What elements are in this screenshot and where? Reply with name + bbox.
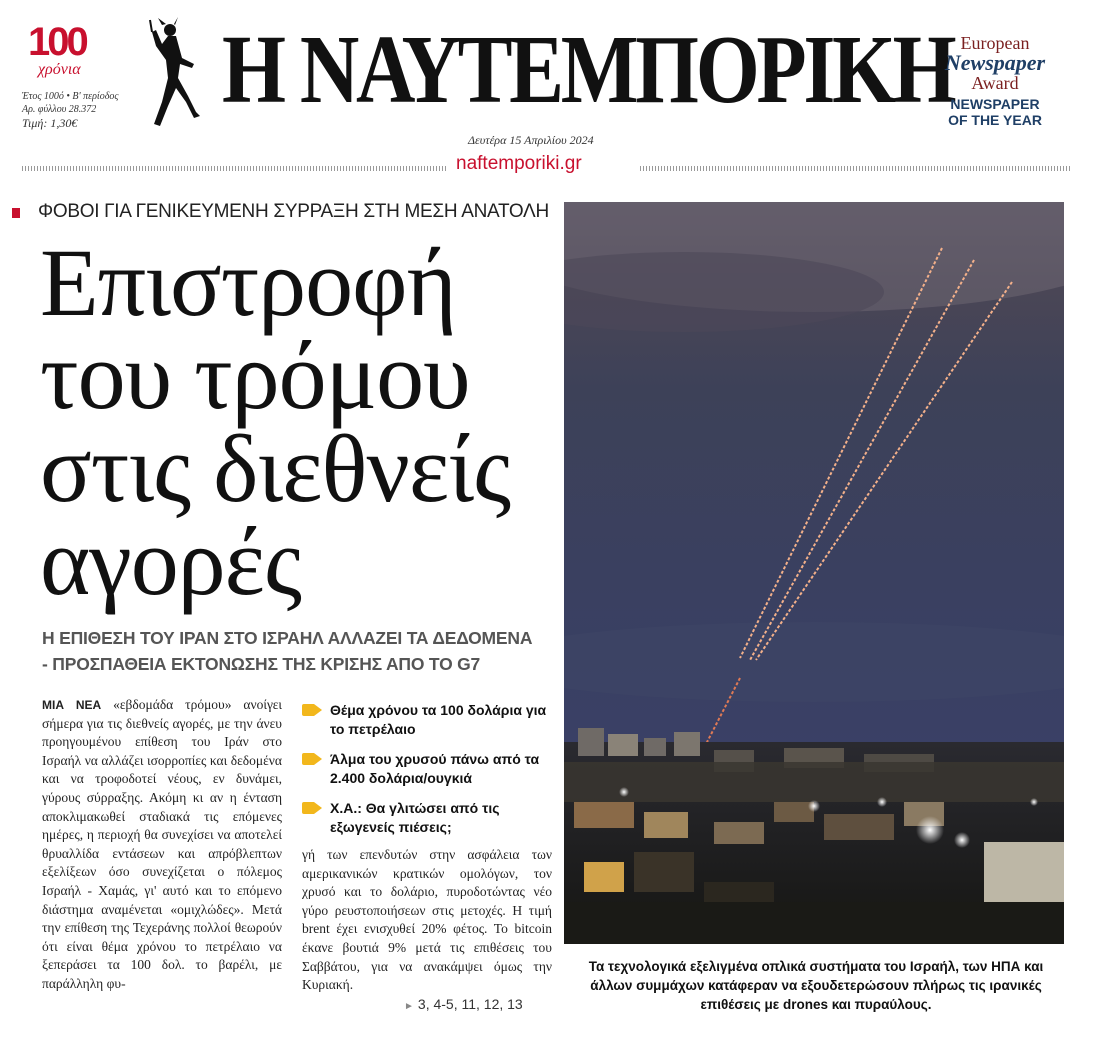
missile-interception-photo: [564, 202, 1064, 944]
highlight-text: Θέμα χρόνου τα 100 δολάρια για το πετρέλαιο: [330, 702, 547, 737]
price: Τιμή: 1,30€: [22, 116, 78, 130]
issue-date: Δευτέρα 15 Απριλίου 2024: [468, 133, 594, 147]
article-headline: [40, 229, 560, 615]
hermes-figure-logo: [148, 16, 208, 132]
headline-line: του τρόμου: [40, 322, 470, 429]
highlight-text: Χ.Α.: Θα γλιτώσει από τις εξωγενείς πιέσεις;: [330, 800, 500, 835]
website-link[interactable]: naftemporiki.gr: [456, 153, 582, 174]
highlight-item: [302, 750, 552, 788]
newspaper-award: [920, 34, 1070, 128]
divider: [640, 166, 1072, 171]
issue-info: [22, 90, 152, 116]
kicker-marker: [12, 208, 20, 218]
article-body-column-2: γή των επενδυτών στην ασφάλεια των αμερικανικών κρατικών ομολόγων, τον χρυσό και το δολάριο, πυροδοτώντας νέο γύρο ρευστοποιήσεων στις μετοχές. Η τιμή brent έχει ενισχυθεί 20% φέτος. Το bitcoin έκανε βουτιά 9% μετά τις επιθέσεις του Σαββάτου, για να ανακάμψει όμως την Κυριακή.: [302, 847, 552, 993]
headline-line: αγορές: [40, 508, 301, 615]
arrow-bullet-icon: [302, 704, 322, 716]
page-reference-list: 3, 4-5, 11, 12, 13: [417, 996, 523, 1012]
newspaper-title: Η ΝΑΥΤΕΜΠΟΡΙΚΗ: [222, 16, 954, 124]
body-lead: ΜΙΑ ΝΕΑ: [42, 698, 102, 712]
award-line: Award: [971, 73, 1019, 93]
photo-caption: Τα τεχνολογικά εξελιγμένα οπλικά συστήματα του Ισραήλ, των ΗΠΑ και άλλων συμμάχων κατάφεραν να εξουδετερώσουν πλήρως τις ιρανικές επιθέσεις με drones και πυραύλους.: [588, 959, 1044, 1012]
subhead-line: Η ΕΠΙΘΕΣΗ ΤΟΥ ΙΡΑΝ ΣΤΟ ΙΣΡΑΗΛ ΑΛΛΑΖΕΙ ΤΑ ΔΕΔΟΜΕΝΑ: [42, 628, 533, 648]
award-line: European: [960, 33, 1030, 53]
award-line: OF THE YEAR: [948, 112, 1042, 128]
anniversary-logo: [28, 22, 108, 80]
anniversary-word: χρόνια: [38, 61, 81, 78]
article-body-column-1: [42, 696, 282, 994]
arrow-bullet-icon: [302, 753, 322, 765]
issue-number: Αρ. φύλλου 28.372: [22, 104, 97, 115]
highlight-text: Άλμα του χρυσού πάνω από τα 2.400 δολάρια/ουγκιά: [330, 751, 540, 786]
triangle-icon: ►: [404, 1001, 414, 1012]
award-line: NEWSPAPER: [950, 96, 1040, 112]
highlight-item: [302, 701, 552, 739]
article-subhead: [42, 625, 552, 677]
headline-line: στις διεθνείς: [40, 415, 511, 522]
headline-line: Επιστροφή: [40, 229, 456, 336]
arrow-bullet-icon: [302, 802, 322, 814]
divider: [22, 166, 448, 171]
award-line: Newspaper: [944, 50, 1046, 75]
issue-line: Έτος 100ό • Β' περίοδος: [22, 91, 119, 102]
highlight-item: [302, 799, 552, 837]
subhead-line: - ΠΡΟΣΠΑΘΕΙΑ ΕΚΤΟΝΩΣΗΣ ΤΗΣ ΚΡΙΣΗΣ ΑΠΟ ΤΟ G7: [42, 654, 481, 674]
page-references: [404, 996, 523, 1012]
article-kicker: ΦΟΒΟΙ ΓΙΑ ΓΕΝΙΚΕΥΜΕΝΗ ΣΥΡΡΑΞΗ ΣΤΗ ΜΕΣΗ ΑΝΑΤΟΛΗ: [38, 201, 549, 222]
highlights-list: [302, 701, 552, 848]
body-text: «εβδομάδα τρόμου» ανοίγει σήμερα για τις διεθνείς αγορές, με την άνευ προηγουμένου επίθεση του Ιράν στο Ισραήλ να αλλάζει ισορροπίες και δεδομένα και να τροφοδοτεί νέους, εν δυνάμει, γύρους σύρραξης. Ακόμη κι αν η ένταση αποκλιμακωθεί σταδιακά τις επόμενες ημέρες, η περιοχή θα συνεχίσει να αποτελεί θρυαλλίδα εντάσεων και απρόβλεπτων εξελίξεων όσο συνεχίζεται ο πόλεμος Ισραήλ - Χαμάς, γι' αυτό και το επόμενο διάστημα αναμένεται «ομιχλώδες». Μετά την επίθεση της Τεχεράνης πολλοί θεωρούν ότι είναι θέμα χρόνου το πετρέλαιο να ξεπεράσει τα 100 δολ. το βαρέλι, με παράλληλη φυ-: [42, 697, 282, 991]
anniversary-number: 100: [28, 20, 86, 64]
